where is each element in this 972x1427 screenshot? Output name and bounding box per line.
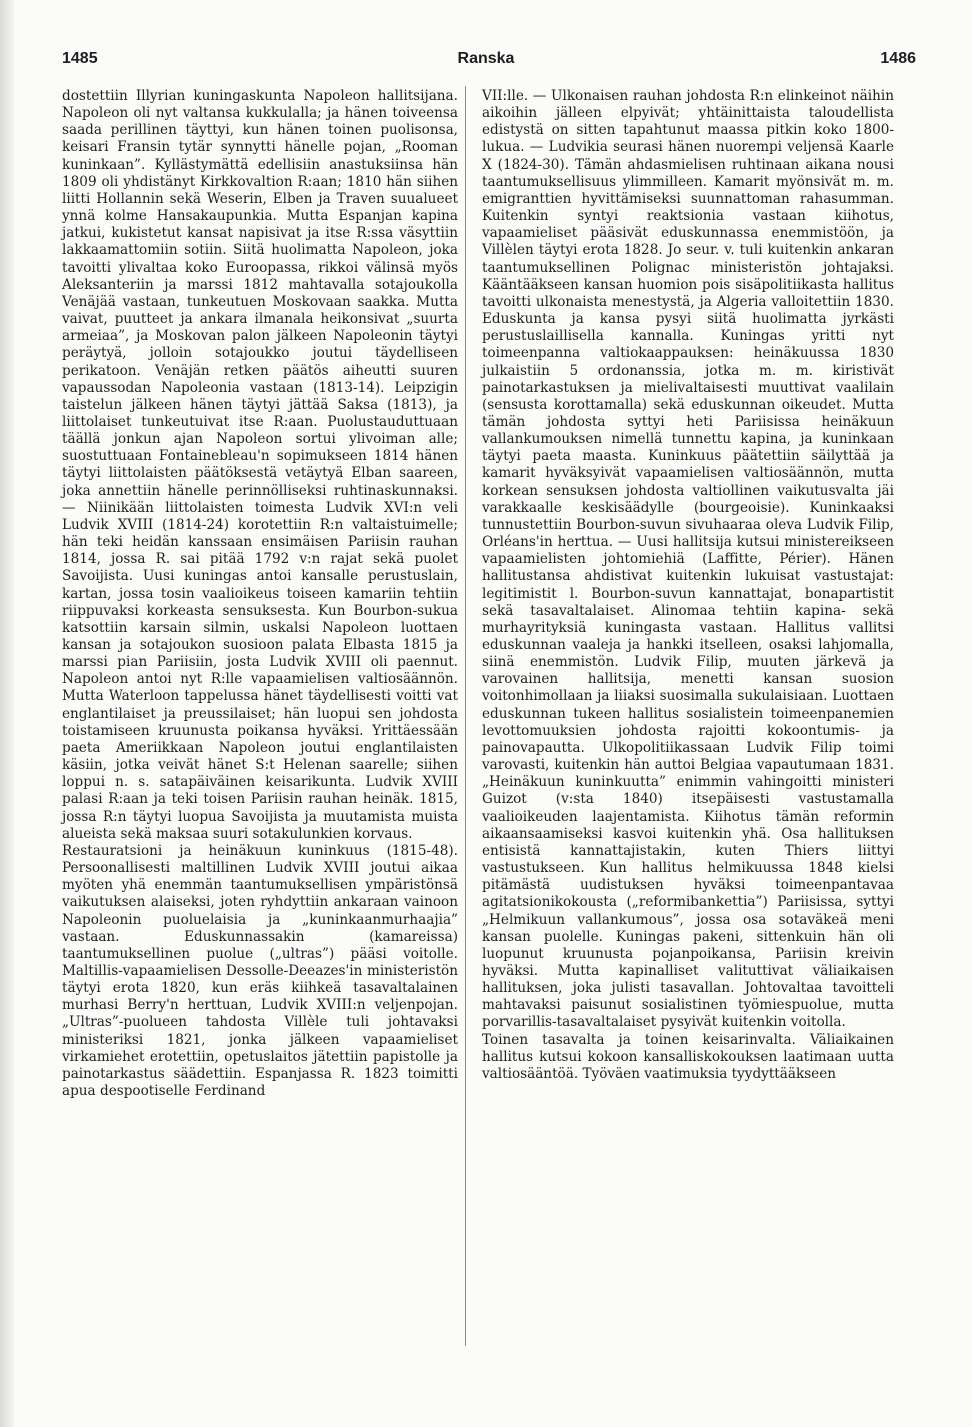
column-divider (465, 86, 466, 1346)
left-page-number: 1485 (62, 50, 98, 67)
page-header (0, 46, 972, 76)
left-column (62, 88, 458, 1100)
paragraph: VII:lle. — Ulkonaisen rauhan johdosta R:n elinkeinot näihin aikoihin jälleen elpyivät; yhtäinittaista taloudellista edistystä on sitten tapahtunut maassa pitkin koko 1800-lukua. — Ludvikia seurasi hänen nuorempi veljensä Kaarle X (1824-30). Tämän ahdasmielisen ruhtinaan aikana nousi taantumuksellisuus ylimmilleen. Kamarit myönsivät m. m. emigranttien hyvittämiseksi suunnattoman rahasumman. Kuitenkin syntyi reaktsionia vastaan kiihotus, vapaamieliset pääsivät eduskunnassa enemmistöön, ja Villèlen täytyi erota 1828. Jo seur. v. tuli kuitenkin ankaran taantumuksellinen Polignac ministeristön johtajaksi. Kääntääkseen kansan huomion pois sisäpolitiikasta hallitus tavoitti ulkonaista menestystä, ja Algeria valloitettiin 1830. Eduskunta ja kansa pysyi siitä huolimatta jyrkästi perustuslaillisella kannalla. Kuningas yritti nyt toimeenpanna valtiokaappauksen: heinäkuussa 1830 julkaistiin 5 ordonanssia, jotka m. m. kiristivät painotarkastuksen ja mielivaltaisesti muuttivat vaalilain (sensusta korottamalla) sekä eduskunnan oikeudet. Mutta tämän johdosta syttyi heti Pariisissa heinäkuun vallankumouksen nimellä tunnettu kapina, ja kuninkaan täytyi paeta maasta. Kuninkuus päätettiin säilyttää ja kamarit hyväksyivät vapaamielisen valtiosäännön, mutta korkean sensuksen johdosta valtiollinen vaikutusvalta jäi varakkaalle keskisäädylle (bourgeoisie). Kuninkaaksi tunnustettiin Bourbon-suvun sivuhaaraa oleva Ludvik Filip, Orléans'in herttua. — Uusi hallitsija kutsui ministereikseen vapaamielisten johtomiehiä (Laffitte, Périer). Hänen hallitustansa ahdistivat kuitenkin lukuisat vastustajat: legitimistit l. Bourbon-suvun kannattajat, bonapartistit sekä tasavaltalaiset. Alinomaa tehtiin kapina- sekä murhayrityksiä kuningasta vastaan. Hallitus vallitsi eduskunnan vaaleja ja hankki itselleen, osaksi lahjomalla, siinä enemmistön. Ludvik Filip, muuten järkevä ja varovainen hallitsija, menetti kansan suosion voitonhimollaan ja liiaksi suosimalla sukulaisiaan. Luottaen eduskunnan tukeen hallitus sosialistein toimeenpanemien levottomuuksien johdosta rajoitti kokoontumis- ja painovapautta. Ulkopolitiikassaan Ludvik Filip toimi varovasti, kuitenkin hän auttoi Belgiaa vapautumaan 1831. „Heinäkuun kuninkuutta” enimmin vahingoitti ministeri Guizot (v:sta 1840) itsepäisesti vastustamalla vaalioikeuden laajentamista. Kiihotus tämän reformin aikaansaamiseksi kasvoi kuitenkin yhä. Osa hallituksen entisistä kannattajistakin, kuten Thiers liittyi vastustukseen. Kun hallitus helmikuussa 1848 kielsi pitämästä uudistuksen hyväksi toimeenpantavaa agitatsionikokousta („reformibankettia”) Pariisissa, syttyi „Helmikuun vallankumous”, jossa osa sotaväkeä meni kansan puolelle. Kuningas pakeni, sittenkuin hän oli luopunut kruunusta pojanpoikansa, Pariisin kreivin hyväksi. Mutta kapinalliset valituttivat väliaikaisen hallituksen, joka julisti tasavallan. Johtovaltaa tavoitteli mahtavaksi paisunut sosialistinen työmiespuolue, mutta porvarillis-tasavaltalaiset pysyivät kuitenkin voitolla. (482, 88, 894, 1031)
paragraph: dostettiin Illyrian kuningaskunta Napoleon hallitsijana. Napoleon oli nyt valtansa kukkulalla; ja hänen toiveensa saada perillinen täyttyi, kun hänen toinen puolisonsa, keisari Fransin tytär synnytti hänelle pojan, „Rooman kuninkaan”. Kyllästymättä edellisiin anastuksiinsa hän 1809 oli yhdistänyt Kirkkovaltion R:aan; 1810 hän siihen liitti Hollannin sekä Weserin, Elben ja Traven suualueet ynnä kolme Hansakaupunkia. Mutta Espanjan kapina jatkui, kukistetut kansat napisivat ja itse R:ssa väsyttiin lakkaamattomiin sotiin. Siitä huolimatta Napoleon, joka tavoitti ylivaltaa koko Euroopassa, rikkoi välinsä myös Aleksanteriin ja marssi 1812 mahtavalla sotajoukolla Venäjää vastaan, tunkeutuen Moskovaan saakka. Mutta vaivat, puutteet ja ankara ilmanala heikonsivat „suurta armeiaa”, ja Moskovan palon jälkeen Napoleonin täytyi peräytyä, jolloin sotajoukko joutui täydelliseen perikatoon. Venäjän retken päätös aiheutti suuren vapaussodan Napoleonia vastaan (1813-14). Leipzigin taistelun jälkeen hänen täytyi jättää Saksa (1813), ja liittolaiset tunkeutuivat itse R:aan. Puolustauduttuaan täällä jonkun ajan Napoleon sortui ylivoiman alle; suostuttuaan Fontainebleau'n sopimukseen 1814 hänen täytyi liittolaisten päätöksestä vetäytyä Elban saareen, joka annettiin hänelle perinnölliseksi ruhtinaskunnaksi. — Niinikään liittolaisten toimesta Ludvik XVI:n veli Ludvik XVIII (1814-24) korotettiin R:n valtaistuimelle; hän teki heidän kanssaan ensimäisen Pariisin rauhan 1814, jossa R. sai pitää 1792 v:n rajat sekä puolet Savoijista. Uusi kuningas antoi kansalle perustuslain, kartan, jossa tosin vaalioikeus toiseen kamariin tehtiin riippuvaksi korkeasta sensuksesta. Kun Bourbon-sukua katsottiin karsain silmin, uskalsi Napoleon luottaen kansan ja sotajoukon suosioon palata Elbasta 1815 ja marssi pian Pariisiin, josta Ludvik XVIII oli paennut. Napoleon antoi nyt R:lle vapaamielisen valtiosäännön. Mutta Waterloon tappelussa hänet täydellisesti voitti vat englantilaiset ja preussilaiset; hän luopui sen johdosta toistamiseen kruunusta poikansa hyväksi. Yrittäessään paeta Ameriikkaan Napoleon joutui englantilaisten käsiin, jotka veivät hänet S:t Helenan saarelle; siihen loppui n. s. satapäiväinen keisarikunta. Ludvik XVIII palasi R:aan ja teki toisen Pariisin rauhan heinäk. 1815, jossa R:n täytyi luopua Savoijista ja muutamista muista alueista sekä maksaa suuri sotakulunkien korvaus. (62, 88, 458, 842)
right-page-number: 1486 (880, 50, 916, 67)
paragraph: Toinen tasavalta ja toinen keisarinvalta. Väliaikainen hallitus kutsui kokoon kansalliskokouksen laatimaan uutta valtiosääntöä. Työväen vaatimuksia tyydyttääkseen (482, 1031, 894, 1082)
paragraph: Restauratsioni ja heinäkuun kuninkuus (1815-48). Persoonallisesti maltillinen Ludvik XVIII joutui aikaa myöten yhä enemmän taantumuksellisen ympäristönsä vaikutuksen alaiseksi, joten ryhdyttiin ankaraan vainoon Napoleonin puoluelaisia ja „kuninkaanmurhaajia” vastaan. Eduskunnassakin (kamareissa) taantumuksellinen puolue („ultras”) pääsi voitolle. Maltillis-vapaamielisen Dessolle-Deeazes'in ministeristön täytyi erota 1820, kun eräs kiihkeä tasavaltalainen murhasi Berry'n herttuan, Ludvik XVIII:n veljenpojan. „Ultras”-puolueen tahdosta Villèle tuli johtavaksi ministeriksi 1821, jonka jälkeen vapaamieliset virkamiehet erotettiin, opetuslaitos jätettiin papistolle ja painotarkastus säädettiin. Espanjassa R. 1823 toimitti apua despootiselle Ferdinand (62, 842, 458, 1100)
page-edge (0, 0, 14, 1427)
right-column (482, 88, 894, 1083)
page-title: Ranska (457, 50, 515, 67)
